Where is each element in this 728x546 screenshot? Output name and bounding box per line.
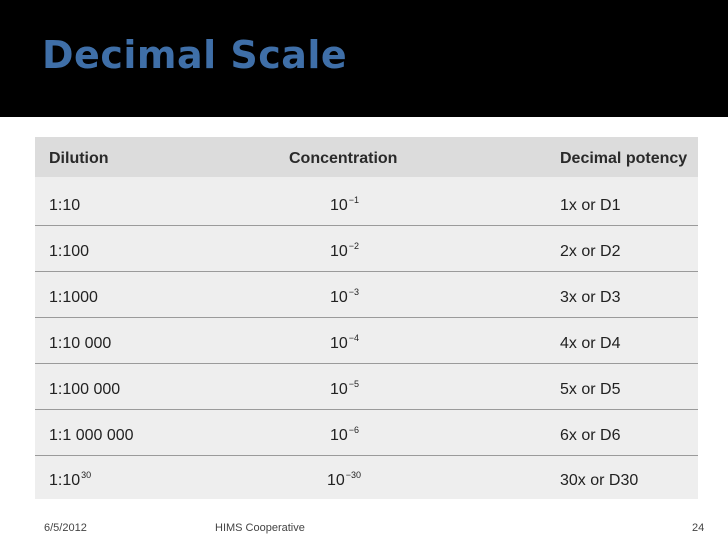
row-divider (35, 409, 698, 410)
table-row (35, 273, 698, 318)
table-row (35, 456, 698, 501)
footer-date: 6/5/2012 (44, 522, 87, 534)
concentration-exponent: −5 (348, 379, 360, 389)
concentration-cell (330, 197, 359, 215)
title-bar (0, 0, 728, 117)
footer-page-number: 24 (692, 522, 705, 534)
concentration-base: 10 (330, 289, 348, 306)
concentration-base: 10 (330, 381, 348, 398)
concentration-base: 10 (330, 243, 348, 260)
concentration-base: 10 (330, 197, 348, 214)
dilution-base: 1:10 000 (49, 335, 112, 352)
potency-cell: 1x or D1 (560, 197, 621, 214)
concentration-cell (327, 472, 361, 490)
table-header-row (35, 137, 698, 177)
concentration-cell (330, 427, 359, 445)
dilution-cell (49, 197, 81, 215)
table-row (35, 411, 698, 456)
concentration-exponent: −2 (348, 241, 360, 251)
dilution-cell (49, 243, 90, 261)
dilution-exponent: 30 (81, 470, 92, 480)
potency-cell: 30x or D30 (560, 472, 639, 489)
potency-cell: 2x or D2 (560, 243, 621, 260)
concentration-exponent: −6 (348, 425, 360, 435)
potency-cell: 3x or D3 (560, 289, 621, 306)
dilution-cell (49, 335, 112, 353)
concentration-exponent: −1 (348, 195, 360, 205)
row-divider (35, 363, 698, 364)
potency-cell: 5x or D5 (560, 381, 621, 398)
concentration-cell (330, 381, 359, 399)
concentration-exponent: −4 (348, 333, 360, 343)
dilution-cell (49, 427, 135, 445)
dilution-base: 1:100 (49, 243, 90, 260)
table-row (35, 365, 698, 410)
table-row (35, 227, 698, 272)
concentration-cell (330, 243, 359, 261)
concentration-base: 10 (327, 472, 345, 489)
header-decimal-potency: Decimal potency (560, 150, 688, 167)
table-row (35, 181, 698, 226)
concentration-base: 10 (330, 335, 348, 352)
dilution-base: 1:10 (49, 472, 81, 489)
slide-title: Decimal Scale (42, 33, 348, 77)
concentration-cell (330, 335, 359, 353)
dilution-cell (49, 472, 91, 490)
concentration-cell (330, 289, 359, 307)
dilution-base: 1:100 000 (49, 381, 121, 398)
potency-cell: 4x or D4 (560, 335, 621, 352)
concentration-exponent: −30 (345, 470, 362, 480)
decimal-scale-table (35, 137, 698, 499)
table-row (35, 319, 698, 364)
dilution-base: 1:10 (49, 197, 81, 214)
dilution-base: 1:1 000 000 (49, 427, 134, 444)
row-divider (35, 271, 698, 272)
concentration-exponent: −3 (348, 287, 360, 297)
dilution-cell (49, 381, 121, 399)
row-divider (35, 225, 698, 226)
footer-organization: HIMS Cooperative (215, 522, 305, 534)
row-divider (35, 317, 698, 318)
header-concentration: Concentration (289, 150, 398, 167)
concentration-base: 10 (330, 427, 348, 444)
dilution-cell (49, 289, 99, 307)
dilution-base: 1:1000 (49, 289, 98, 306)
header-dilution: Dilution (49, 150, 109, 167)
potency-cell: 6x or D6 (560, 427, 621, 444)
